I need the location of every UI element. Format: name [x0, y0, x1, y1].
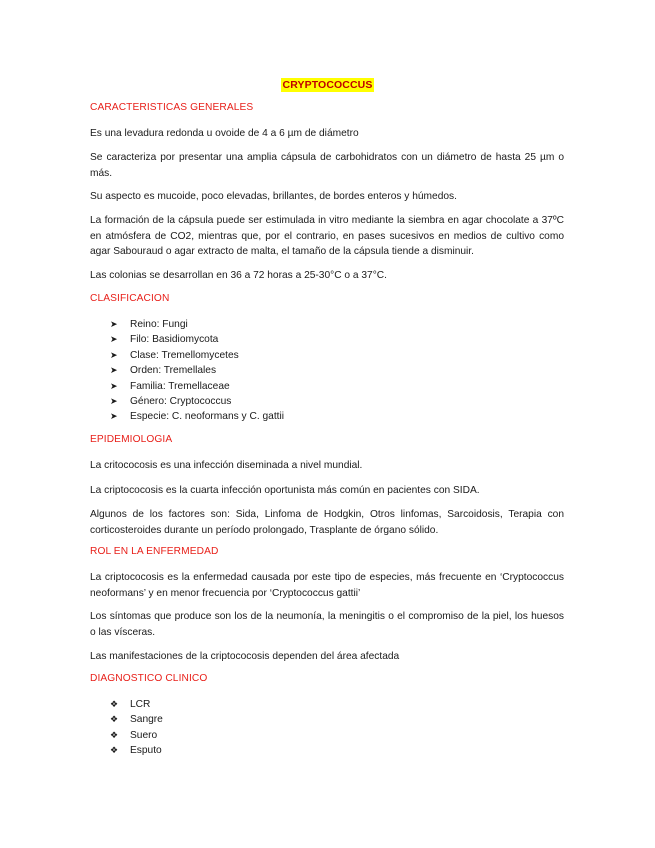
list-item: ➤ Género: Cryptococcus [110, 394, 284, 409]
arrow-bullet-icon: ➤ [110, 411, 118, 422]
diamond-bullet-icon: ❖ [110, 745, 119, 756]
heading-rol: ROL EN LA ENFERMEDAD [90, 546, 219, 557]
diamond-bullet-icon: ❖ [110, 729, 119, 740]
heading-diagnostico: DIAGNOSTICO CLINICO [90, 673, 208, 684]
list-item: ❖ Sangre [110, 712, 163, 727]
heading-epidemiologia: EPIDEMIOLOGIA [90, 434, 173, 445]
paragraph: Se caracteriza por presentar una amplia cápsula de carbohidratos con un diámetro de hasta 25 µm o más. [90, 152, 564, 179]
arrow-bullet-icon: ➤ [110, 334, 118, 345]
paragraph: La criptococosis es la cuarta infección oportunista más común en pacientes con SIDA. [90, 485, 480, 496]
diamond-bullet-icon: ❖ [110, 714, 119, 725]
list-item: ❖ Suero [110, 728, 163, 743]
list-item: ➤ Familia: Tremellaceae [110, 379, 284, 394]
clasificacion-list [110, 317, 284, 425]
paragraph: La criptococosis es la enfermedad causada por este tipo de especies, más frecuente en ‘Cryptococcus neoformans’ y en menor frecuencia por ‘Cryptococcus gattii’ [90, 572, 564, 599]
title-wrap [0, 78, 655, 92]
paragraph: La critococosis es una infección diseminada a nivel mundial. [90, 460, 363, 471]
heading-caracteristicas: CARACTERISTICAS GENERALES [90, 102, 254, 113]
list-item: ➤ Orden: Tremellales [110, 363, 284, 378]
document-title: CRYPTOCOCCUS [282, 79, 373, 91]
list-item: ➤ Filo: Basidiomycota [110, 332, 284, 347]
diagnostico-list [110, 697, 163, 759]
paragraph: Es una levadura redonda u ovoide de 4 a 6 µm de diámetro [90, 128, 359, 139]
list-item: ❖ LCR [110, 697, 163, 712]
arrow-bullet-icon: ➤ [110, 380, 118, 391]
heading-clasificacion: CLASIFICACION [90, 293, 170, 304]
list-item: ➤ Especie: C. neoformans y C. gattii [110, 409, 284, 424]
paragraph: Su aspecto es mucoide, poco elevadas, brillantes, de bordes enteros y húmedos. [90, 191, 457, 202]
paragraph: Las manifestaciones de la criptococosis dependen del área afectada [90, 651, 400, 662]
paragraph: Las colonias se desarrollan en 36 a 72 horas a 25-30°C o a 37°C. [90, 270, 387, 281]
list-item: ➤ Reino: Fungi [110, 317, 284, 332]
arrow-bullet-icon: ➤ [110, 349, 118, 360]
paragraph: La formación de la cápsula puede ser estimulada in vitro mediante la siembra en agar chocolate a 37ºC en atmósfera de CO2, mientras que, por el contrario, en pases sucesivos en medios de cultivo como agar Sabouraud o agar extracto de malta, el tamaño de la cápsula tiende a disminuir. [90, 215, 564, 257]
list-item: ❖ Esputo [110, 743, 163, 758]
arrow-bullet-icon: ➤ [110, 395, 118, 406]
paragraph: Los síntomas que produce son los de la neumonía, la meningitis o el compromiso de la piel, los huesos o las vísceras. [90, 611, 564, 638]
list-item: ➤ Clase: Tremellomycetes [110, 348, 284, 363]
arrow-bullet-icon: ➤ [110, 365, 118, 376]
paragraph: Algunos de los factores son: Sida, Linfoma de Hodgkin, Otros linfomas, Sarcoidosis, Terapia con corticosteroides durante un período prolongado, Trasplante de órgano sólido. [90, 509, 564, 536]
arrow-bullet-icon: ➤ [110, 319, 118, 329]
diamond-bullet-icon: ❖ [110, 699, 119, 709]
